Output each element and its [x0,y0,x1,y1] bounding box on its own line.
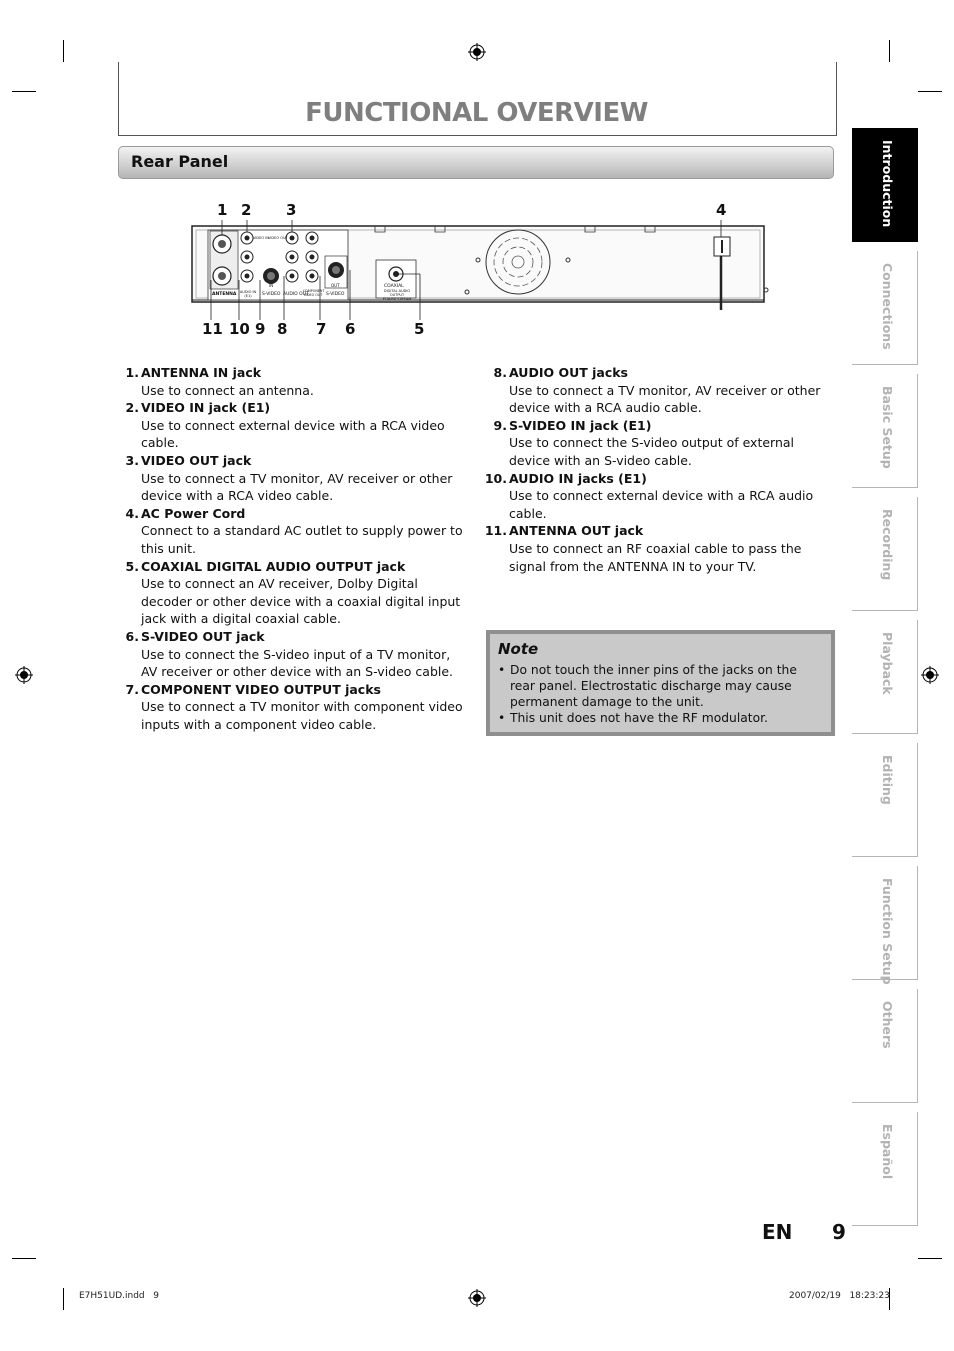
crop-mark [63,1288,64,1310]
list-item [483,364,835,417]
item-description: Use to connect a TV monitor, AV receiver or other device with a RCA audio cable. [509,382,821,416]
item-description: Use to connect a TV monitor, AV receiver or other device with a RCA video cable. [141,470,453,504]
item-number: 2. [125,400,139,416]
item-description: Use to connect external device with a RCA audio cable. [509,488,814,521]
rear-panel-illustration [180,220,780,320]
note-item: • Do not touch the inner pins of the jacks on the rear panel. Electrostatic discharge may cause permanent damage to the unit. [498,663,797,709]
item-number: 9. [493,417,507,433]
item-title: ANTENNA IN jack [141,365,262,380]
callout-3: 3 [286,201,297,219]
item-title: AUDIO OUT jacks [509,365,628,380]
bullet-icon: • [498,711,506,725]
bullet-icon: • [498,663,506,677]
footer-file: E7H51UD.indd 9 [79,1291,159,1301]
tab-others[interactable]: Others [852,989,918,1103]
footer-timestamp: 2007/02/19 18:23:23 [789,1291,890,1301]
item-description: Use to connect an AV receiver, Dolby Digital decoder or other device with a coaxial digital input jack with a digital coaxial cable. [141,576,461,627]
panel-label-out: OUT [331,283,340,288]
item-number: 6. [125,628,139,644]
tab-introduction[interactable]: Introduction [852,128,918,242]
tab-function-setup[interactable]: Function Setup [852,866,918,980]
item-title: ANTENNA OUT jack [509,523,644,539]
item-description: Connect to a standard AC outlet to supply power to this unit. [141,523,463,556]
panel-label-video-out: VIDEO OUT [268,236,288,240]
list-item [115,452,467,505]
callout-11: 11 [202,320,223,338]
list-item [483,417,835,470]
registration-mark-icon [468,1289,486,1307]
registration-mark-icon [921,666,939,684]
item-title: VIDEO IN jack (E1) [141,400,271,416]
list-item [115,558,467,628]
crop-mark [889,40,890,62]
note-title: Note [498,640,539,658]
crop-mark [12,91,36,92]
item-list-right [483,364,835,575]
callout-7: 7 [316,320,327,338]
item-title: AC Power Cord [141,505,246,521]
item-title: VIDEO OUT jack [141,452,252,468]
section-header [118,146,834,179]
tab-espanol[interactable]: Español [852,1112,918,1226]
callout-5: 5 [414,320,425,338]
item-number: 8. [493,365,507,380]
list-item [115,681,467,734]
section-title: Rear Panel [131,152,229,171]
tab-editing[interactable]: Editing [852,743,918,857]
callout-8: 8 [277,320,288,338]
panel-label-antenna: ANTENNA [212,292,237,297]
item-description: Use to connect a TV monitor with component video inputs with a component video cable. [141,699,463,732]
list-item [115,399,467,452]
list-item [483,470,835,523]
item-title: AUDIO IN jacks (E1) [509,470,647,486]
item-description: Use to connect the S-video input of a TV monitor, AV receiver or other device with an S-video cable. [141,646,454,680]
item-title: COMPONENT VIDEO OUTPUT jacks [141,681,381,697]
tab-connections[interactable]: Connections [852,251,918,365]
item-number: 11. [484,523,507,539]
item-description: Use to connect an antenna. [141,382,314,398]
note-box [486,630,835,736]
callout-6: 6 [345,320,356,338]
note-item: • This unit does not have the RF modulator. [498,711,768,725]
item-number: 3. [125,452,139,468]
item-number: 5. [125,558,139,574]
crop-mark [63,40,64,62]
panel-label-video-in: VIDEO IN [253,236,269,240]
tab-recording[interactable]: Recording [852,497,918,611]
language-code: EN [762,1220,793,1244]
callout-1: 1 [217,201,228,219]
item-list-left [115,364,467,733]
panel-label-s-video-out: S-VIDEO [326,292,345,297]
item-title: COAXIAL DIGITAL AUDIO OUTPUT jack [141,558,406,574]
panel-label-audio-in: AUDIO IN (E1) [239,290,257,298]
tab-playback[interactable]: Playback [852,620,918,734]
list-item [115,628,467,681]
item-number: 4. [125,505,139,521]
page-title: FUNCTIONAL OVERVIEW [305,98,648,128]
item-title: S-VIDEO OUT jack [141,628,265,644]
callout-9: 9 [255,320,266,338]
item-description: Use to connect external device with a RCA video cable. [141,417,445,451]
item-title: S-VIDEO IN jack (E1) [509,417,652,433]
panel-label-coaxial: COAXIAL [384,284,404,289]
registration-mark-icon [468,43,486,61]
crop-mark [918,91,942,92]
crop-mark [918,1258,942,1259]
list-item [115,364,467,399]
rear-panel-diagram [180,198,780,348]
panel-label-s-video: S-VIDEO [262,292,281,297]
callout-10: 10 [229,320,250,338]
panel-label-component: COMPONENT VIDEO OUT [303,289,325,297]
list-item [483,522,835,575]
item-number: 10. [484,470,507,486]
item-description: Use to connect an RF coaxial cable to pass the signal from the ANTENNA IN to your TV. [509,540,802,574]
crop-mark [12,1258,36,1259]
panel-label-digital-audio: DIGITAL AUDIO OUTPUT PCM/BITSTREAM [382,289,412,301]
panel-label-audio-out: AUDIO OUT [283,292,309,297]
item-number: 1. [125,365,139,380]
panel-label-in: IN [269,283,274,288]
item-description: Use to connect the S-video output of external device with an S-video cable. [509,435,795,468]
list-item [115,505,467,558]
item-number: 7. [125,681,139,697]
callout-2: 2 [241,201,252,219]
registration-mark-icon [15,666,33,684]
tab-basic-setup[interactable]: Basic Setup [852,374,918,488]
page-number: 9 [832,1220,846,1244]
callout-4: 4 [716,201,727,219]
